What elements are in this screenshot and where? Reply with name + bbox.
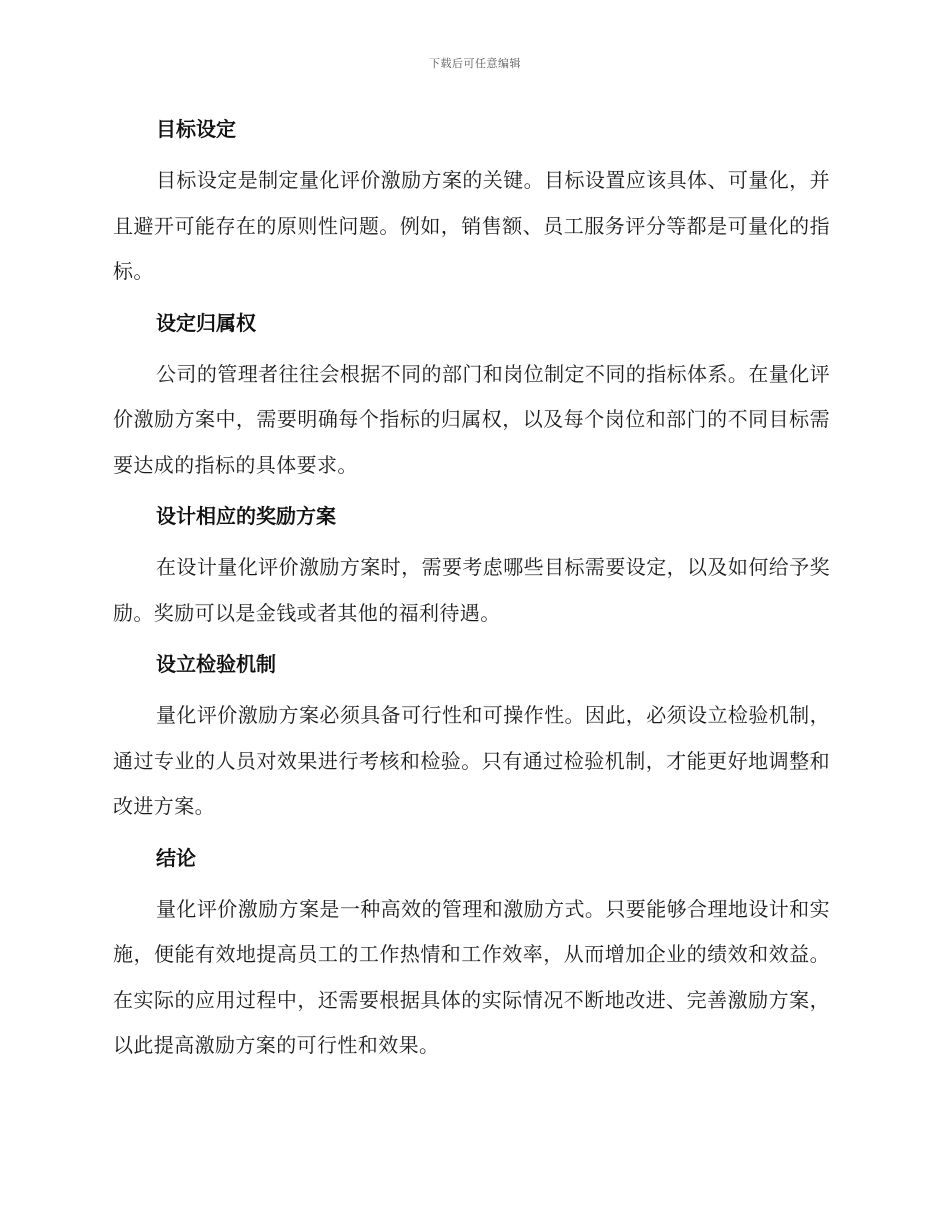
section-heading: 结论 <box>156 845 196 870</box>
section-paragraph: 量化评价激励方案是一种高效的管理和激励方式。只要能够合理地设计和实施，便能有效地提高员工的工作热情和工作效率，从而增加企业的绩效和效益。在实际的应用过程中，还需要根据具体的实际情况不断地改进、完善激励方案，以此提高激励方案的可行性和效果。 <box>113 896 830 1057</box>
section-paragraph: 目标设定是制定量化评价激励方案的关键。目标设置应该具体、可量化，并且避开可能存在的原则性问题。例如，销售额、员工服务评分等都是可量化的指标。 <box>113 168 830 283</box>
section-paragraph: 量化评价激励方案必须具备可行性和可操作性。因此，必须设立检验机制，通过专业的人员对效果进行考核和检验。只有通过检验机制，才能更好地调整和改进方案。 <box>113 703 830 818</box>
section-conclusion <box>113 841 830 1069</box>
section-paragraph: 在设计量化评价激励方案时，需要考虑哪些目标需要设定，以及如何给予奖励。奖励可以是金钱或者其他的福利待遇。 <box>113 555 830 625</box>
section-heading: 设立检验机制 <box>156 652 276 676</box>
section-paragraph: 公司的管理者往往会根据不同的部门和岗位制定不同的指标体系。在量化评价激励方案中，需要明确每个指标的归属权，以及每个岗位和部门的不同目标需要达成的指标的具体要求。 <box>113 361 830 477</box>
header-note: 下载后可任意编辑 <box>429 57 521 70</box>
section-ownership <box>113 306 830 489</box>
section-verification <box>113 647 830 830</box>
section-heading: 设计相应的奖励方案 <box>156 504 336 528</box>
section-reward-design <box>113 499 830 636</box>
section-goal-setting <box>113 112 830 295</box>
section-heading: 设定归属权 <box>156 310 256 335</box>
document-body <box>113 112 830 1080</box>
section-heading: 目标设定 <box>156 117 236 141</box>
